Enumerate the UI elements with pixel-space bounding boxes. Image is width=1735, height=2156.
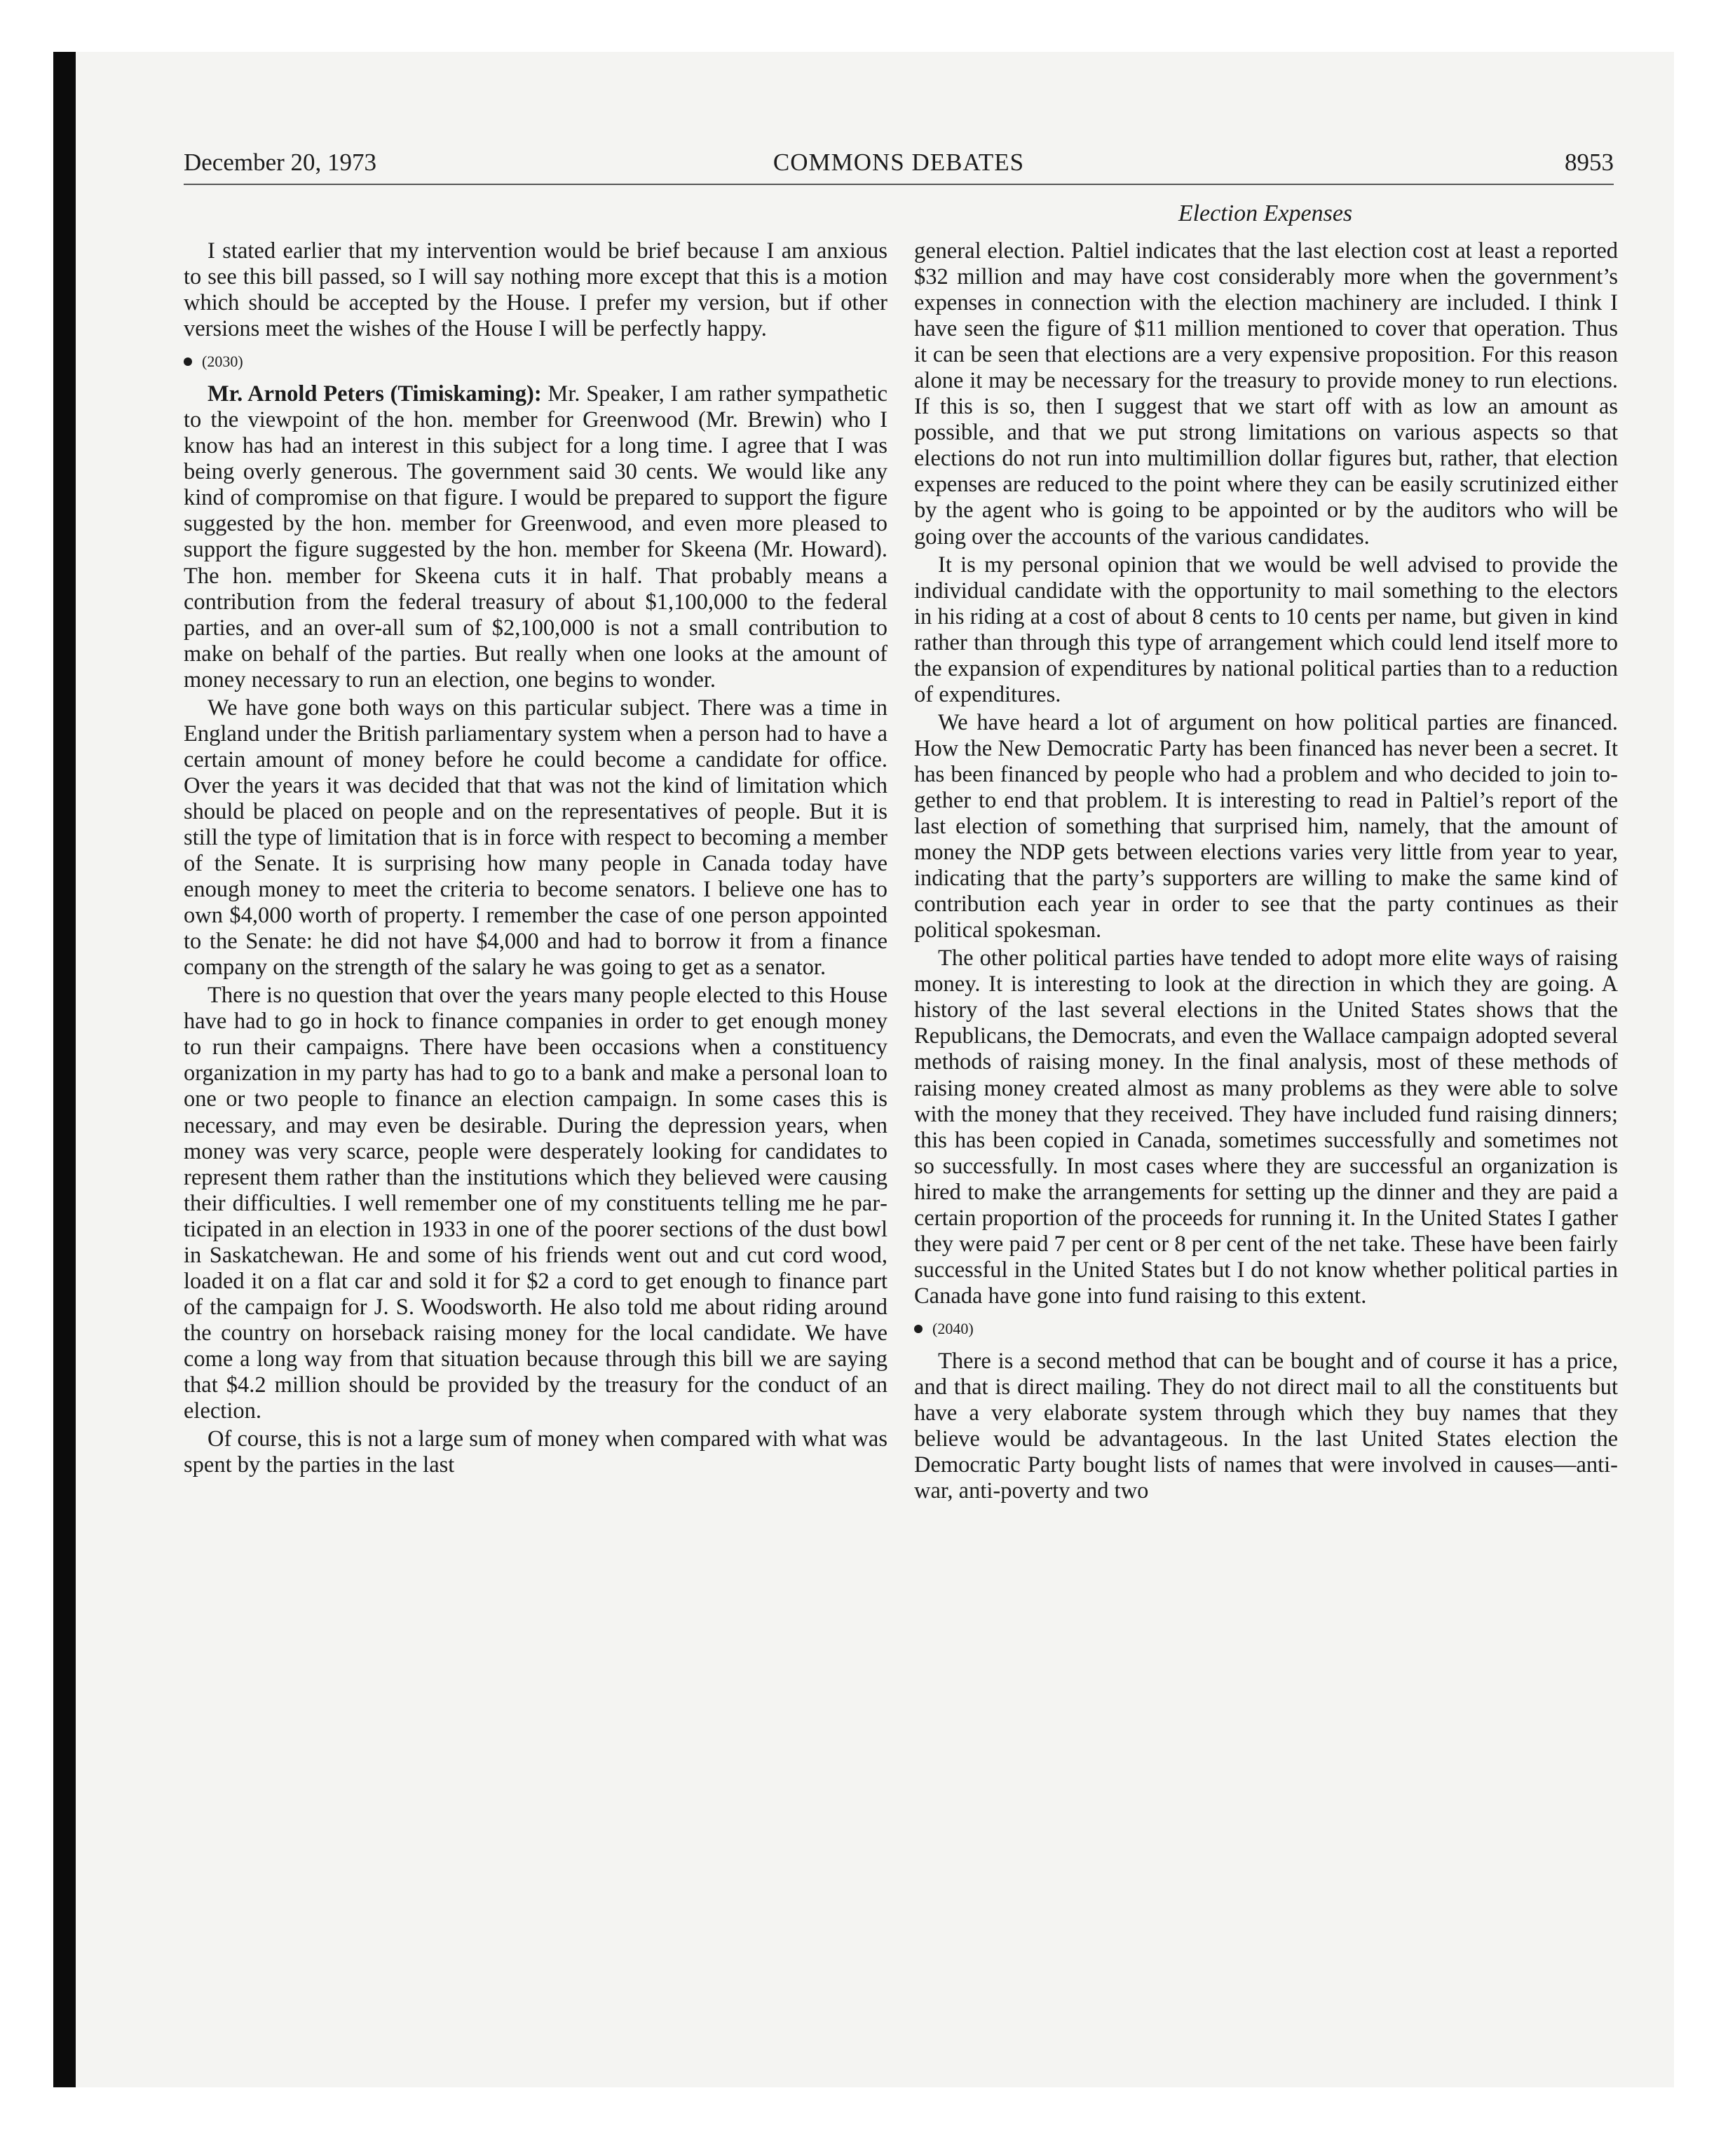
paragraph: There is a second method that can be bought and of course it has a price, and that is direct mailing. They do not direct mail to all the constituents but have a very elaborate system through which they buy names that they believe would be advantageous. In the last United States election the Democratic Party bought lists of names that were involved in causes—anti-war, anti-poverty and two	[914, 1348, 1618, 1504]
page-number: 8953	[1565, 149, 1614, 176]
header-date: December 20, 1973	[184, 149, 377, 176]
paragraph: I stated earlier that my intervention would be brief because I am anxious to see this bill passed, so I will say nothing more except that this is a motion which should be accepted by the House. I prefer my version, but if other versions meet the wishes of the House I will be perfectly happy.	[184, 238, 887, 342]
time-marker	[914, 1318, 1618, 1339]
speech-paragraph	[184, 381, 887, 693]
publication-title: COMMONS DEBATES	[773, 149, 1025, 176]
time-marker	[184, 351, 887, 372]
paragraph: The other political parties have tended to adopt more elite ways of raising money. It is interesting to look at the direction in which they are going. A history of the last several elections in the United States shows that the Republicans, the Democrats, and even the Wallace campaign adopted several methods of raising money. In the final analysis, most of these methods of raising money created almost as many problems as they were able to solve with the money that they received. They have included fund raising dinners; this has been copied in Canada, sometimes successfully and sometimes not so successfully. In most cases where they are successful an organization is hired to make the arrangements for setting up the dinner and they are paid a certain proportion of the proceeds for running it. In the United States I gather they were paid 7 per cent or 8 per cent of the net take. These have been fairly successful in the United States but I do not know whether political parties in Canada have gone into fund raising to this extent.	[914, 946, 1618, 1309]
paragraph: We have gone both ways on this particular subject. There was a time in England under the British parliamentary system when a person had to have a certain amount of money before he could become a candidate for office. Over the years it was decided that that was not the kind of limitation which should be placed on people and on the representatives of people. But it is still the type of limitation that is in force with respect to becoming a member of the Senate. It is surprising how many people in Canada today have enough money to meet the criteria to become senators. I believe one has to own $4,000 worth of property. I remember the case of one person appointed to the Senate: he did not have $4,000 and had to borrow it from a finance company on the strength of the salary he was going to get as a senator.	[184, 695, 887, 981]
bullet-icon	[914, 1325, 923, 1333]
left-column	[184, 238, 887, 1480]
paragraph: We have heard a lot of argument on how political parties are financed. How the New Democratic Party has been financed has never been a secret. It has been financed by people who had a problem and who decided to join together to end that problem. It is interesting to read in Paltiel’s report of the last election of something that surprised him, namely, that the amount of money the NDP gets between elections varies very little from year to year, indicating that the party’s supporters are willing to make the same kind of contribution each year in order to see that the party continues as their political spokesman.	[914, 709, 1618, 943]
paragraph: There is no question that over the years many people elected to this House have had to go in hock to finance companies in order to get enough money to run their campaigns. There have been occasions when a constituency organization in my party has had to go to a bank and make a personal loan to one or two people to finance an election campaign. In some cases this is necessary, and may even be desirable. During the depression years, when money was very scarce, people were desperately looking for candidates to represent them rather than the institutions which they believed were causing their difficulties. I well remember one of my constituents telling me he participated in an election in 1933 in one of the poorer sections of the dust bowl in Saskatchewan. He and some of his friends went out and cut cord wood, loaded it on a flat car and sold it for $2 a cord to get enough to finance part of the campaign for J. S. Woodsworth. He also told me about riding around the country on horseback raising money for the local candidate. We have come a long way from that situation because through this bill we are saying that $4.2 million should be provided by the treasury for the conduct of an election.	[184, 983, 887, 1424]
speech-text: Mr. Speaker, I am rather sympathetic to the viewpoint of the hon. member for Greenwood (Mr. Brewin) who I know has had an interest in this subject for a long time. I agree that I was being overly generous. The government said 30 cents. We would like any kind of compromise on that figure. I would be prepared to support the figure suggested by the hon. member for Greenwood, and even more pleased to support the figure suggested by the hon. member for Skeena (Mr. Howard). The hon. member for Skeena cuts it in half. That probably means a contribution from the federal treasury of about $1,100,000 to the federal parties, and an over-all sum of $2,100,000 is not a small contribution to make on behalf of the parties. But really when one looks at the amount of money necessary to run an election, one begins to wonder.	[184, 381, 887, 692]
paragraph: It is my personal opinion that we would be well advised to provide the individual candidate with the opportunity to mail something to the electors in his riding at a cost of about 8 cents to 10 cents per name, but given in kind rather than through this type of arrangement which could lend itself more to the expansion of expenditures by national political parties than to a reduction of expenditures.	[914, 552, 1618, 707]
bullet-icon	[184, 357, 192, 366]
paragraph-continued: general election. Paltiel indicates that the last election cost at least a reported $32 million and may have cost considerably more when the government’s expenses in connection with the election machinery are included. I think I have seen the figure of $11 million mentioned to cover that operation. Thus it can be seen that elections are a very expensive proposition. For this reason alone it may be necessary for the treasury to provide money to run elections. If this is so, then I suggest that we start off with as low an amount as possible, and that we put strong limitations on various aspects so that elections do not run into multimillion dollar figures but, rather, that election expenses are reduced to the point where they can be easily scrutinized either by the agent who is going to be appointed or by the auditors who will be going over the accounts of the various candidates.	[914, 238, 1618, 550]
speaker-name: Mr. Arnold Peters (Timiskaming):	[207, 381, 542, 407]
paragraph: Of course, this is not a large sum of money when compared with what was spent by the parties in the last	[184, 1426, 887, 1478]
time-marker-label: (2030)	[202, 353, 243, 371]
running-header	[184, 149, 1614, 185]
scan-edge-shadow	[53, 52, 76, 2087]
right-column	[914, 238, 1618, 1506]
time-marker-label: (2040)	[932, 1319, 974, 1337]
section-title: Election Expenses	[1178, 200, 1353, 226]
